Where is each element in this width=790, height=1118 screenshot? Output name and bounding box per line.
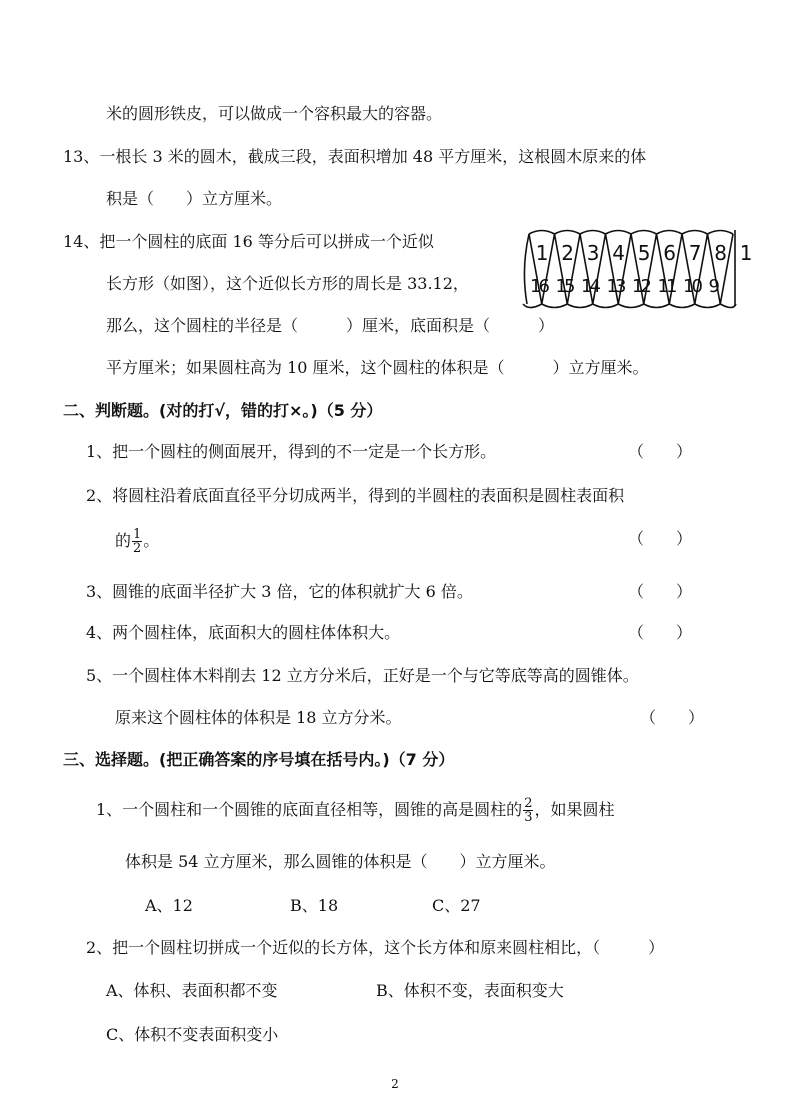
choice-q1-line-1	[96, 797, 614, 824]
left-edge	[524, 234, 529, 304]
sector-arc-bottom	[618, 304, 644, 308]
fraction-two-thirds	[523, 797, 533, 824]
sector-label-bottom: 10	[683, 276, 703, 297]
sector-arc-top	[682, 231, 708, 235]
sector-arc-bottom	[669, 304, 695, 308]
sector-label-top: 3	[586, 241, 600, 265]
fraction-numerator: 2	[524, 796, 533, 811]
sector-arc-bottom	[542, 304, 568, 308]
sector-label-top: 6	[663, 241, 676, 265]
sector-arc-top	[631, 231, 657, 235]
question-14-line-4: 平方厘米；如果圆柱高为 10 厘米，这个圆柱的体积是（ ）立方厘米。	[106, 358, 649, 377]
judge-item-2: 2、将圆柱沿着底面直径平分切成两半，得到的半圆柱的表面积是圆柱表面积	[86, 486, 625, 505]
sector-label-top: 2	[561, 241, 574, 265]
judge-item-2-cont	[115, 528, 159, 555]
sector-arc-top	[606, 231, 632, 235]
question-13-line-1: 13、一根长 3 米的圆木，截成三段，表面积增加 48 平方厘米，这根圆木原来的体	[63, 147, 647, 166]
choice-q2-option-c[interactable]: C、体积不变表面积变小	[106, 1025, 279, 1044]
sector-arc-bottom	[644, 304, 670, 308]
sector-arc-bottom	[695, 304, 721, 308]
sector-label-top: 1	[535, 241, 549, 265]
answer-blank[interactable]: （ ）	[628, 529, 693, 548]
judge-item-5: 5、一个圆柱体木料削去 12 立方分米后，正好是一个与它等底等高的圆锥体。	[86, 666, 639, 685]
choice-q2-line: 2、把一个圆柱切拼成一个近似的长方体，这个长方体和原来圆柱相比，（ ）	[86, 938, 665, 957]
sector-arc-top	[708, 231, 734, 235]
text-fragment: ，如果圆柱	[534, 800, 615, 819]
answer-blank[interactable]: （ ）	[640, 708, 705, 727]
fraction-denominator: 3	[524, 810, 533, 825]
sector-label-top: 1	[739, 241, 753, 265]
sector-label-top: 8	[714, 241, 727, 265]
sector-label-bottom: 14	[581, 276, 601, 297]
text-fragment: 1、一个圆柱和一个圆锥的底面直径相等，圆锥的高是圆柱的	[96, 800, 523, 819]
judge-item-3: 3、圆锥的底面半径扩大 3 倍，它的体积就扩大 6 倍。	[86, 582, 473, 601]
sector-arc-top	[580, 231, 606, 235]
text-fragment: 。	[143, 531, 160, 550]
sector-label-bottom: 12	[632, 276, 652, 297]
sector-arc-bottom	[523, 304, 542, 308]
sector-arc-top	[529, 231, 555, 235]
choice-q1-option-a[interactable]: A、12	[145, 896, 193, 915]
sector-arc-bottom	[593, 304, 619, 308]
judge-item-4: 4、两个圆柱体，底面积大的圆柱体体积大。	[86, 623, 401, 642]
sector-label-top: 5	[637, 241, 651, 265]
sector-arc-bottom	[720, 304, 736, 308]
sector-label-top: 7	[688, 241, 702, 265]
sector-arc-top	[555, 231, 581, 235]
sector-label-bottom: 11	[657, 276, 678, 297]
choice-q1-line-2: 体积是 54 立方厘米，那么圆锥的体积是（ ）立方厘米。	[125, 852, 556, 871]
text-fragment: 的	[115, 531, 132, 550]
question-13-line-2: 积是（ ）立方厘米。	[106, 189, 283, 208]
fraction-numerator: 1	[133, 527, 142, 542]
answer-blank[interactable]: （ ）	[628, 623, 693, 642]
answer-blank[interactable]: （ ）	[628, 442, 693, 461]
section-3-title: 三、选择题。(把正确答案的序号填在括号内。)（7 分）	[63, 750, 455, 769]
question-14-line-1: 14、把一个圆柱的底面 16 等分后可以拼成一个近似	[63, 232, 434, 251]
rearranged-cylinder-figure	[523, 226, 753, 312]
sector-label-bottom: 15	[555, 276, 576, 297]
fraction-denominator: 2	[133, 541, 142, 556]
question-14-line-2: 长方形（如图），这个近似长方形的周长是 33.12，	[106, 274, 469, 293]
page-number: 2	[391, 1077, 399, 1091]
text-line: 米的圆形铁皮，可以做成一个容积最大的容器。	[106, 104, 443, 123]
sector-arc-bottom	[567, 304, 593, 308]
sector-arc-top	[657, 231, 683, 235]
choice-q1-option-c[interactable]: C、27	[432, 896, 481, 915]
choice-q2-option-b[interactable]: B、体积不变，表面积变大	[376, 981, 564, 1000]
choice-q2-option-a[interactable]: A、体积、表面积都不变	[106, 981, 278, 1000]
sector-label-bottom: 16	[530, 276, 550, 297]
sector-label-bottom: 9	[708, 276, 720, 297]
judge-item-1: 1、把一个圆柱的侧面展开，得到的不一定是一个长方形。	[86, 442, 497, 461]
fraction-one-half	[132, 528, 142, 555]
answer-blank[interactable]: （ ）	[628, 582, 693, 601]
sector-label-bottom: 13	[606, 276, 627, 297]
question-14-line-3: 那么，这个圆柱的半径是（ ）厘米，底面积是（ ）	[106, 316, 555, 335]
judge-item-5-cont: 原来这个圆柱体的体积是 18 立方分米。	[115, 708, 402, 727]
sector-label-top: 4	[612, 241, 625, 265]
choice-q1-option-b[interactable]: B、18	[290, 896, 339, 915]
section-2-title: 二、判断题。(对的打√，错的打×。)（5 分）	[63, 401, 383, 420]
